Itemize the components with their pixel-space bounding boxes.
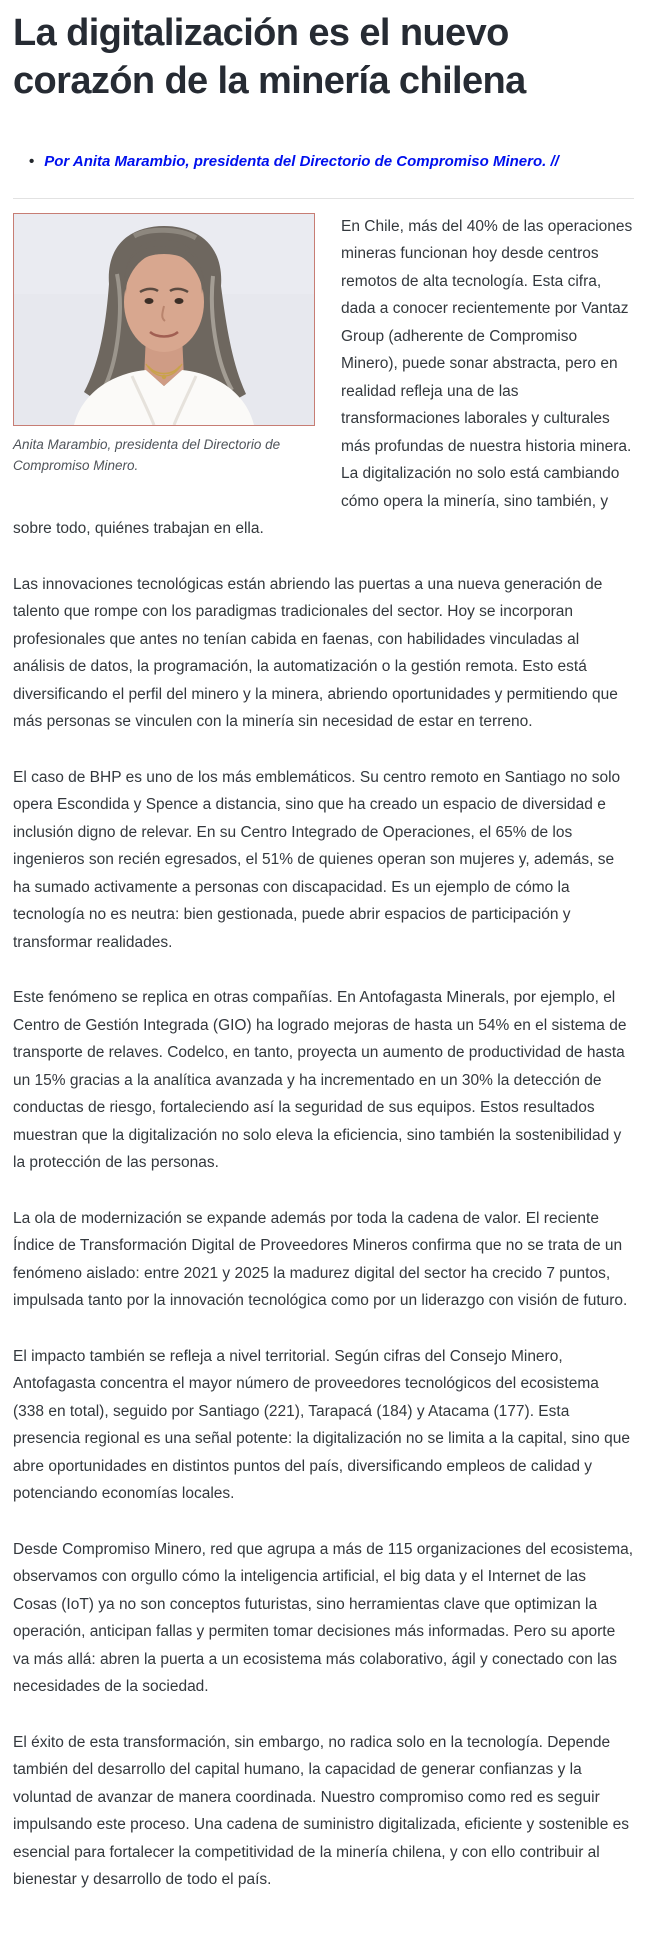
paragraph-4: Este fenómeno se replica en otras compañías. En Antofagasta Minerals, por ejemplo, el Centro de Gestión Integrada (GIO) ha logrado mejoras de hasta un 54% en el sistema de transporte de relaves. Codelco, en tanto, proyecta un aumento de productividad de hasta un 15% gracias a la analítica avanzada y ha incrementado en un 30% la detección de conductas de riesgo, fortaleciendo así la seguridad de sus equipos. Estos resultados muestran que la digitalización no solo eleva la eficiencia, sino también la sostenibilidad y la protección de las personas. [13, 989, 627, 1172]
paragraph-5: La ola de modernización se expande además por toda la cadena de valor. El reciente Índice de Transformación Digital de Proveedores Mineros confirma que no se trata de un fenómeno aislado: entre 2021 y 2025 la madurez digital del sector ha crecido 7 puntos, impulsada tanto por la innovación tecnológica como por un liderazgo con visión de futuro. [13, 1209, 628, 1310]
author-photo [13, 213, 315, 426]
byline-author-link[interactable]: Por Anita Marambio, presidenta del Directorio de Compromiso Minero. // [44, 152, 559, 170]
paragraph-1: En Chile, más del 40% de las operaciones mineras funcionan hoy desde centros remotos de alta tecnología. Esta cifra, dada a conocer recientemente por Vantaz Group (adherente de Compromiso Minero), puede sonar abstracta, pero en realidad refleja una de las transformaciones laborales y culturales más profundas de nuestra historia minera. La digitalización no solo está cambiando cómo opera la minería, sino también, y sobre todo, quiénes trabajan en ella. [13, 217, 633, 538]
paragraph-8: El éxito de esta transformación, sin embargo, no radica solo en la tecnología. Depende también del desarrollo del capital humano, la capacidad de generar confianzas y la voluntad de avanzar de manera coordinada. Nuestro compromiso como red es seguir impulsando este proceso. Una cadena de suministro digitalizada, eficiente y sostenible es esencial para fortalecer la competitividad de la minería chilena, y con ello contribuir al bienestar y desarrollo de todo el país. [13, 1733, 630, 1889]
paragraph-7: Desde Compromiso Minero, red que agrupa a más de 115 organizaciones del ecosistema, observamos con orgullo cómo la inteligencia artificial, el big data y el Internet de las Cosas (IoT) ya no son conceptos futuristas, sino herramientas clave que optimizan la operación, anticipan fallas y permiten tomar decisiones más informadas. Pero su aporte va más allá: abren la puerta a un ecosistema más colaborativo, ágil y conectado con las necesidades de la sociedad. [13, 1540, 634, 1696]
section-divider [13, 198, 634, 199]
photo-caption: Anita Marambio, presidenta del Directorio de Compromiso Minero. [13, 436, 281, 473]
article-body [13, 213, 634, 1894]
author-figure [13, 213, 315, 476]
paragraph-2: Las innovaciones tecnológicas están abriendo las puertas a una nueva generación de talento que rompe con los paradigmas tradicionales del sector. Hoy se incorporan profesionales que antes no tenían cabida en faenas, con habilidades vinculadas al análisis de datos, la programación, la automatización o la gestión remota. Esto está diversificando el perfil del minero y la minera, abriendo oportunidades y permitiendo que más personas se vinculen con la minería sin necesidad de estar en terreno. [13, 575, 618, 731]
portrait-image [14, 214, 314, 425]
paragraph-6: El impacto también se refleja a nivel territorial. Según cifras del Consejo Minero, Antofagasta concentra el mayor número de proveedores tecnológicos del ecosistema (338 en total), seguido por Santiago (221), Tarapacá (184) y Atacama (177). Esta presencia regional es una señal potente: la digitalización no se limita a la capital, sino que abre oportunidades en distintos puntos del país, diversificando empleos de calidad y potenciando economías locales. [13, 1347, 630, 1503]
byline-bullet: • [29, 152, 35, 170]
byline [29, 152, 634, 172]
paragraph-3: El caso de BHP es uno de los más emblemáticos. Su centro remoto en Santiago no solo opera Escondida y Spence a distancia, sino que ha creado un espacio de diversidad e inclusión digno de relevar. En su Centro Integrado de Operaciones, el 65% de los ingenieros son recién egresados, el 51% de quienes operan son mujeres y, además, se ha sumado activamente a personas con discapacidad. Es un ejemplo de cómo la tecnología no es neutra: bien gestionada, puede abrir espacios de participación y transformar realidades. [13, 768, 621, 951]
article-title: La digitalización es el nuevo corazón de la minería chilena [13, 12, 526, 102]
